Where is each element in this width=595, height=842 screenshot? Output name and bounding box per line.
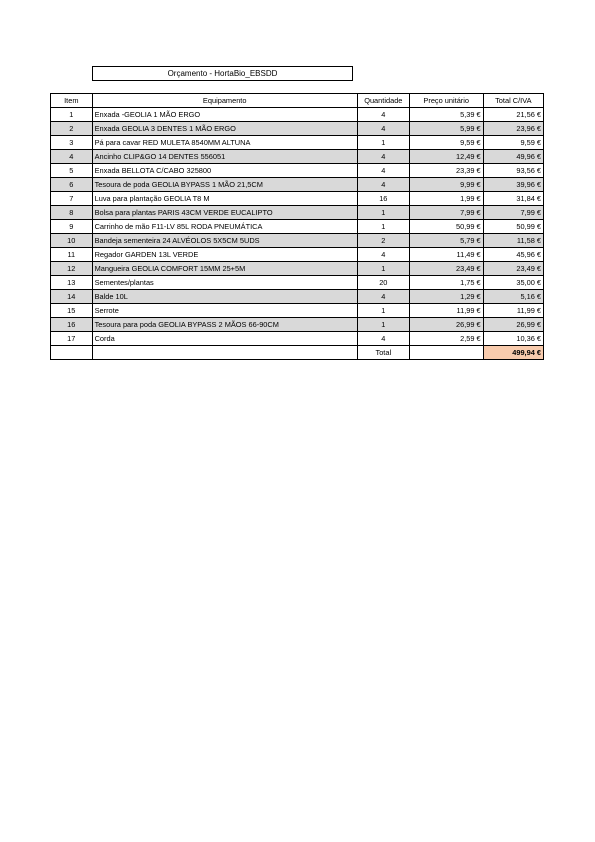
header-item: Item xyxy=(51,94,93,108)
budget-table xyxy=(50,93,544,360)
cell-quantity: 1 xyxy=(357,318,409,332)
cell-total: 23,96 € xyxy=(483,122,543,136)
cell-equipment: Ancinho CLIP&GO 14 DENTES 556051 xyxy=(92,150,357,164)
header-quantity: Quantidade xyxy=(357,94,409,108)
cell-quantity: 4 xyxy=(357,150,409,164)
cell-equipment: Carrinho de mão F11-LV 85L RODA PNEUMÁTICA xyxy=(92,220,357,234)
table-header-row xyxy=(51,94,544,108)
cell-equipment: Balde 10L xyxy=(92,290,357,304)
cell-item: 12 xyxy=(51,262,93,276)
cell-equipment: Enxada BELLOTA C/CABO 325800 xyxy=(92,164,357,178)
cell-unit-price: 9,59 € xyxy=(409,136,483,150)
cell-unit-price: 26,99 € xyxy=(409,318,483,332)
cell-total: 21,56 € xyxy=(483,108,543,122)
header-unit-price: Preço unitário xyxy=(409,94,483,108)
cell-item: 17 xyxy=(51,332,93,346)
cell-quantity: 1 xyxy=(357,220,409,234)
cell-unit-price: 9,99 € xyxy=(409,178,483,192)
cell-unit-price: 5,79 € xyxy=(409,234,483,248)
table-row xyxy=(51,178,544,192)
cell-unit-price: 1,75 € xyxy=(409,276,483,290)
table-row xyxy=(51,290,544,304)
cell-unit-price: 23,49 € xyxy=(409,262,483,276)
cell-equipment: Enxada -GEOLIA 1 MÃO ERGO xyxy=(92,108,357,122)
cell-total: 5,16 € xyxy=(483,290,543,304)
total-row xyxy=(51,346,544,360)
grand-total: 499,94 € xyxy=(483,346,543,360)
cell-item: 2 xyxy=(51,122,93,136)
table-row xyxy=(51,206,544,220)
cell-equipment: Enxada GEOLIA 3 DENTES 1 MÃO ERGO xyxy=(92,122,357,136)
cell-equipment: Mangueira GEOLIA COMFORT 15MM 25+5M xyxy=(92,262,357,276)
cell-quantity: 1 xyxy=(357,136,409,150)
cell-total: 23,49 € xyxy=(483,262,543,276)
cell-quantity: 4 xyxy=(357,248,409,262)
cell-item: 5 xyxy=(51,164,93,178)
cell-total: 93,56 € xyxy=(483,164,543,178)
cell-equipment: Tesoura para poda GEOLIA BYPASS 2 MÃOS 66-90CM xyxy=(92,318,357,332)
table-row xyxy=(51,108,544,122)
cell-equipment: Luva para plantação GEOLIA T8 M xyxy=(92,192,357,206)
cell-equipment: Serrote xyxy=(92,304,357,318)
cell-item: 3 xyxy=(51,136,93,150)
cell-unit-price: 11,49 € xyxy=(409,248,483,262)
cell-item: 1 xyxy=(51,108,93,122)
cell-unit-price: 5,39 € xyxy=(409,108,483,122)
cell-quantity: 1 xyxy=(357,206,409,220)
table-row xyxy=(51,136,544,150)
cell-equipment: Pá para cavar RED MULETA 8540MM ALTUNA xyxy=(92,136,357,150)
cell-unit-price: 50,99 € xyxy=(409,220,483,234)
cell-quantity: 4 xyxy=(357,290,409,304)
table-row xyxy=(51,220,544,234)
cell-total: 31,84 € xyxy=(483,192,543,206)
cell-total: 11,58 € xyxy=(483,234,543,248)
table-row xyxy=(51,276,544,290)
cell-unit-price: 7,99 € xyxy=(409,206,483,220)
cell-unit-price: 12,49 € xyxy=(409,150,483,164)
cell-item: 11 xyxy=(51,248,93,262)
cell-equipment: Sementes/plantas xyxy=(92,276,357,290)
cell-total: 26,99 € xyxy=(483,318,543,332)
total-empty-price xyxy=(409,346,483,360)
total-empty-item xyxy=(51,346,93,360)
table-row xyxy=(51,318,544,332)
table-row xyxy=(51,164,544,178)
cell-total: 50,99 € xyxy=(483,220,543,234)
cell-unit-price: 11,99 € xyxy=(409,304,483,318)
cell-total: 39,96 € xyxy=(483,178,543,192)
header-equipment: Equipamento xyxy=(92,94,357,108)
cell-item: 9 xyxy=(51,220,93,234)
cell-quantity: 4 xyxy=(357,332,409,346)
cell-quantity: 16 xyxy=(357,192,409,206)
header-total: Total C/IVA xyxy=(483,94,543,108)
cell-unit-price: 23,39 € xyxy=(409,164,483,178)
cell-quantity: 20 xyxy=(357,276,409,290)
cell-unit-price: 2,59 € xyxy=(409,332,483,346)
cell-equipment: Corda xyxy=(92,332,357,346)
table-row xyxy=(51,192,544,206)
total-empty-equipment xyxy=(92,346,357,360)
cell-total: 35,00 € xyxy=(483,276,543,290)
cell-item: 16 xyxy=(51,318,93,332)
cell-quantity: 1 xyxy=(357,304,409,318)
cell-unit-price: 5,99 € xyxy=(409,122,483,136)
cell-quantity: 1 xyxy=(357,262,409,276)
cell-item: 4 xyxy=(51,150,93,164)
table-row xyxy=(51,122,544,136)
table-row xyxy=(51,150,544,164)
cell-item: 10 xyxy=(51,234,93,248)
total-label: Total xyxy=(357,346,409,360)
cell-quantity: 4 xyxy=(357,108,409,122)
table-row xyxy=(51,332,544,346)
document-title: Orçamento - HortaBio_EBSDD xyxy=(92,66,353,81)
cell-quantity: 4 xyxy=(357,164,409,178)
cell-item: 14 xyxy=(51,290,93,304)
cell-equipment: Tesoura de poda GEOLIA BYPASS 1 MÃO 21,5CM xyxy=(92,178,357,192)
cell-quantity: 2 xyxy=(357,234,409,248)
cell-total: 49,96 € xyxy=(483,150,543,164)
cell-total: 9,59 € xyxy=(483,136,543,150)
cell-item: 8 xyxy=(51,206,93,220)
cell-total: 11,99 € xyxy=(483,304,543,318)
table-row xyxy=(51,234,544,248)
cell-equipment: Bandeja sementeira 24 ALVÉOLOS 5X5CM 5UDS xyxy=(92,234,357,248)
table-row xyxy=(51,304,544,318)
cell-item: 7 xyxy=(51,192,93,206)
cell-total: 10,36 € xyxy=(483,332,543,346)
table-row xyxy=(51,262,544,276)
cell-unit-price: 1,99 € xyxy=(409,192,483,206)
cell-total: 7,99 € xyxy=(483,206,543,220)
cell-quantity: 4 xyxy=(357,122,409,136)
cell-quantity: 4 xyxy=(357,178,409,192)
cell-item: 15 xyxy=(51,304,93,318)
table-row xyxy=(51,248,544,262)
table-body xyxy=(51,108,544,346)
cell-equipment: Bolsa para plantas PARIS 43CM VERDE EUCALIPTO xyxy=(92,206,357,220)
cell-equipment: Regador GARDEN 13L VERDE xyxy=(92,248,357,262)
cell-item: 6 xyxy=(51,178,93,192)
cell-item: 13 xyxy=(51,276,93,290)
cell-unit-price: 1,29 € xyxy=(409,290,483,304)
cell-total: 45,96 € xyxy=(483,248,543,262)
